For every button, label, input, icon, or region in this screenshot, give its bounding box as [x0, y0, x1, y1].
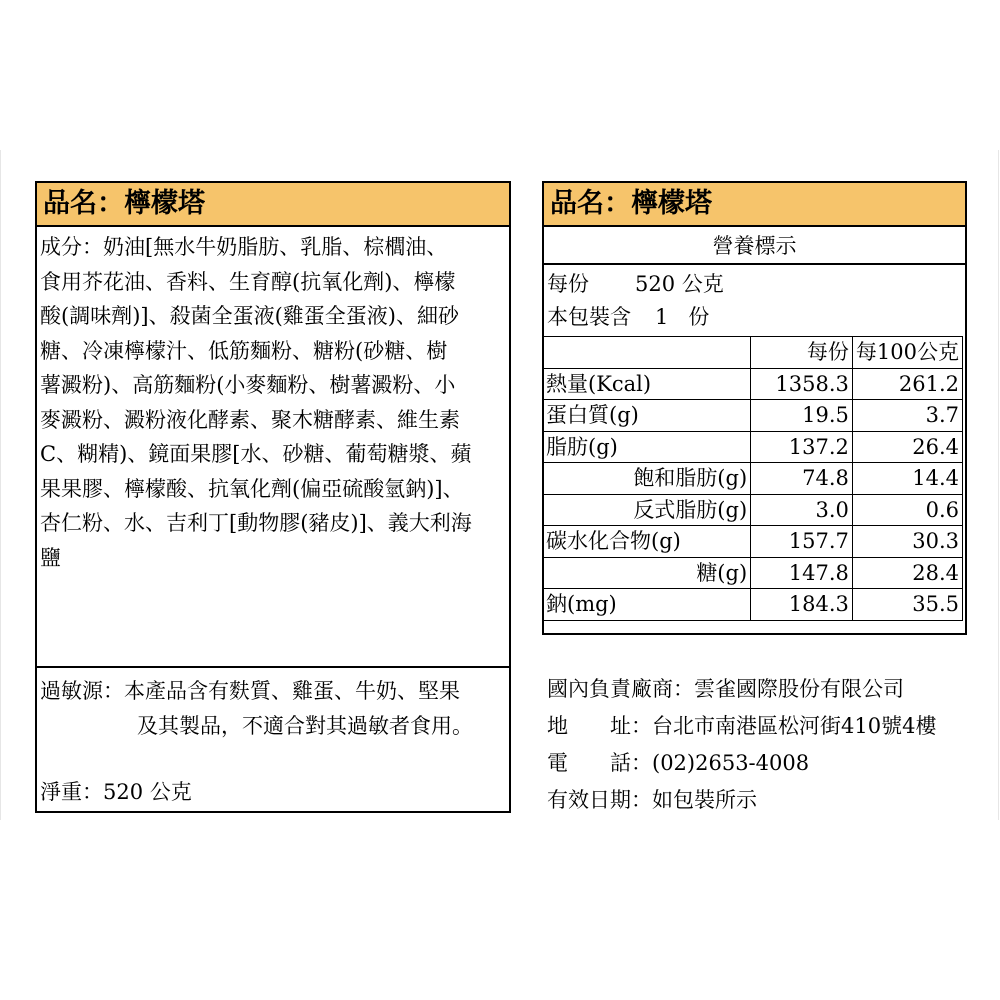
ingredients-line: 糖、冷凍檸檬汁、低筋麵粉、糖粉(砂糖、樹: [40, 338, 448, 363]
value-per-100g: 28.4: [852, 557, 962, 589]
value-per-serving: 157.7: [751, 526, 853, 558]
allergen-line: 及其製品，不適合對其過敏者食用。: [137, 713, 473, 738]
page-edge-left: [0, 150, 1, 820]
serving-size: [547, 267, 724, 302]
ingredients-line: 鹽: [40, 545, 61, 570]
responsible-vendor: 國內負責廠商：雲雀國際股份有限公司: [547, 677, 904, 701]
value-per-100g: 261.2: [852, 368, 962, 400]
phone-value: (02)2653-4008: [652, 751, 810, 775]
nutrient-label: 飽和脂肪(g): [543, 463, 751, 495]
table-row: [543, 526, 963, 558]
value-per-serving: 137.2: [751, 431, 853, 463]
value-per-serving: 184.3: [751, 589, 853, 621]
table-row: [543, 557, 963, 589]
nutrition-panel: [542, 181, 967, 635]
address-label: 地: [547, 714, 568, 738]
table-cell: [543, 337, 751, 369]
page-edge-right: [998, 150, 999, 820]
column-header-per-serving: 每份: [751, 337, 853, 369]
company-info: [547, 671, 936, 819]
value-per-serving: 3.0: [751, 494, 853, 526]
product-name-header: 品名：檸檬塔: [37, 183, 509, 227]
phone-label: 話：: [610, 751, 652, 775]
servings-label: 本包裝含: [547, 305, 631, 329]
allergen-line: 過敏源：本產品含有麩質、雞蛋、牛奶、堅果: [40, 679, 460, 703]
column-header-per-100g: 每100公克: [852, 337, 962, 369]
divider: [544, 263, 965, 265]
divider: [37, 666, 509, 668]
table-row: [543, 368, 963, 400]
address-line: [547, 708, 936, 745]
table-header-row: [543, 337, 963, 369]
table-row: [543, 400, 963, 432]
allergen-text: [40, 674, 473, 743]
value-per-100g: 3.7: [852, 400, 962, 432]
value-per-serving: 1358.3: [751, 368, 853, 400]
phone-line: [547, 745, 936, 782]
servings-unit: 份: [688, 305, 710, 329]
ingredients-line: 成分：奶油[無水牛奶脂肪、乳脂、棕櫚油、: [40, 235, 448, 259]
nutrition-title: 營養標示: [712, 234, 797, 258]
servings-per-package: [547, 300, 709, 335]
ingredients-line: 酸(調味劑)]、殺菌全蛋液(雞蛋全蛋液)、細砂: [40, 304, 459, 328]
ingredients-line: C、糊精)、鏡面果膠[水、砂糖、葡萄糖漿、蘋: [40, 442, 472, 466]
ingredients-panel: [35, 181, 511, 813]
value-per-100g: 0.6: [852, 494, 962, 526]
ingredients-text: [40, 230, 472, 575]
value-per-100g: 30.3: [852, 526, 962, 558]
net-weight: 淨重：520 公克: [40, 780, 192, 804]
value-per-100g: 14.4: [852, 463, 962, 495]
table-row: [543, 463, 963, 495]
address-value: 台北市南港區松河街410號4樓: [652, 714, 937, 738]
nutrient-label: 鈉(mg): [543, 589, 751, 621]
product-name-header: 品名：檸檬塔: [544, 183, 965, 227]
nutrient-label: 反式脂肪(g): [543, 494, 751, 526]
ingredients-line: 麥澱粉、澱粉液化酵素、聚木糖酵素、維生素: [40, 407, 460, 432]
ingredients-line: 杏仁粉、水、吉利丁[動物膠(豬皮)]、義大利海: [40, 511, 472, 535]
nutrient-label: 碳水化合物(g): [543, 526, 751, 558]
value-per-100g: 35.5: [852, 589, 962, 621]
address-label: 址：: [610, 714, 652, 738]
servings-value: 1: [655, 305, 669, 329]
nutrient-label: 糖(g): [543, 557, 751, 589]
table-row: [543, 431, 963, 463]
value-per-serving: 74.8: [751, 463, 853, 495]
nutrient-label: 脂肪(g): [543, 431, 751, 463]
serving-value: 520 公克: [635, 272, 724, 296]
table-row: [543, 589, 963, 621]
ingredients-line: 果果膠、檸檬酸、抗氧化劑(偏亞硫酸氫鈉)]、: [40, 476, 464, 501]
nutrient-label: 熱量(Kcal): [543, 368, 751, 400]
ingredients-line: 薯澱粉)、高筋麵粉(小麥麵粉、樹薯澱粉、小: [40, 373, 456, 397]
nutrient-label: 蛋白質(g): [543, 400, 751, 432]
ingredients-line: 食用芥花油、香料、生育醇(抗氧化劑)、檸檬: [40, 269, 456, 294]
phone-label: 電: [547, 751, 568, 775]
nutrition-table: [542, 336, 963, 621]
value-per-serving: 147.8: [751, 557, 853, 589]
expiry-date: 有效日期：如包裝所示: [547, 788, 757, 812]
value-per-100g: 26.4: [852, 431, 962, 463]
value-per-serving: 19.5: [751, 400, 853, 432]
serving-label: 每份: [547, 272, 589, 296]
table-row: [543, 494, 963, 526]
